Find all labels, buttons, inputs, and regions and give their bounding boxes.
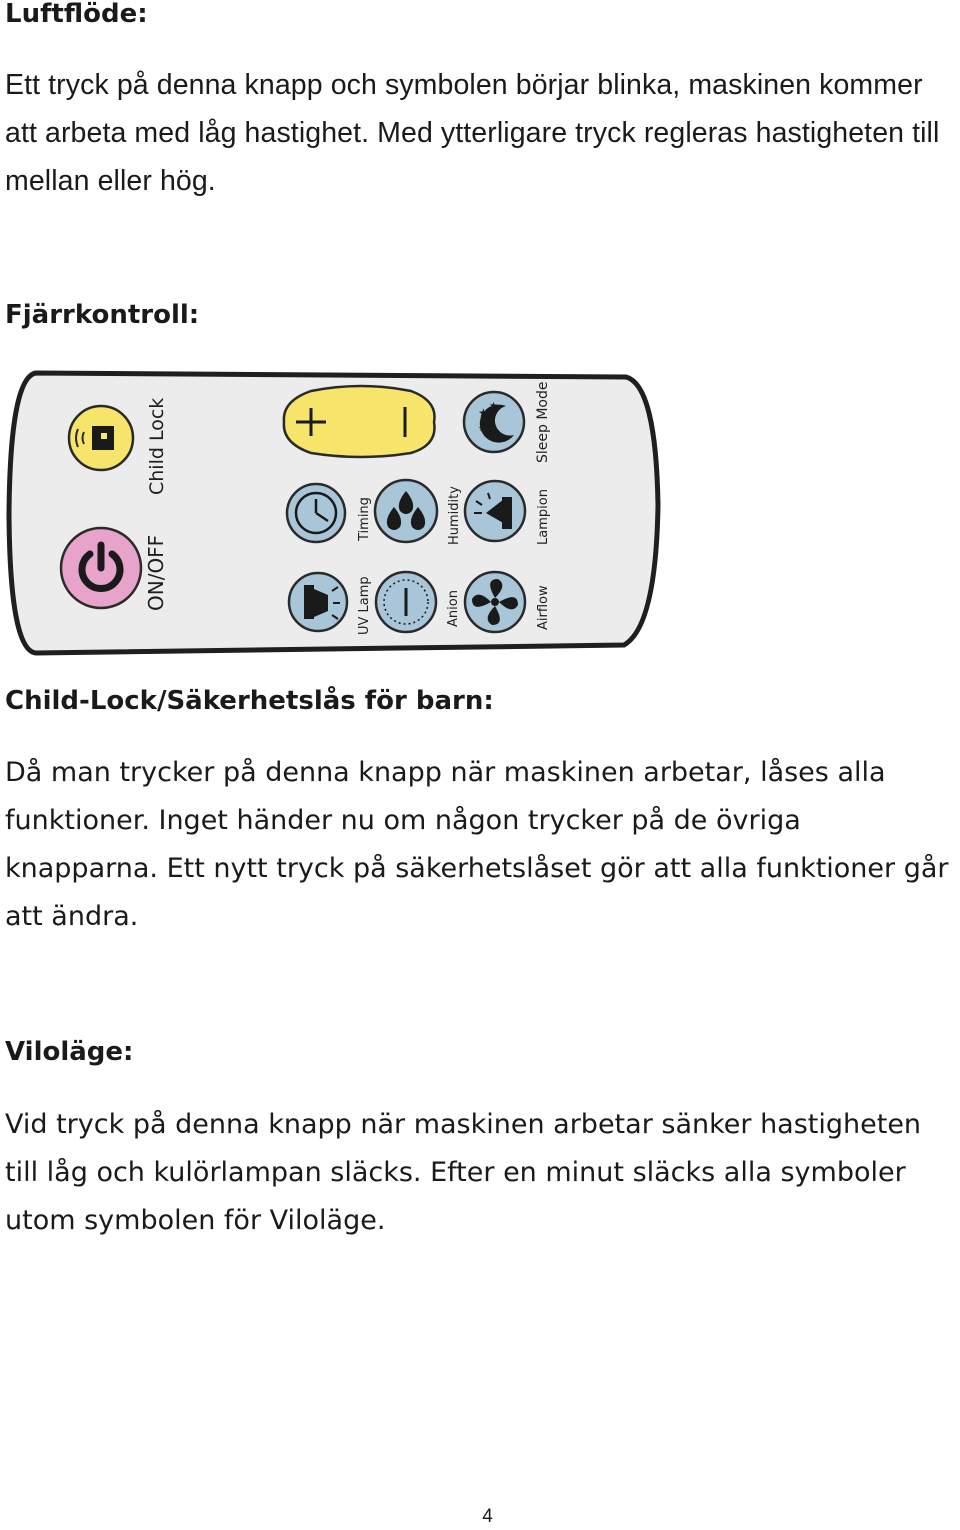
sleep-mode-heading: Viloläge: — [5, 1037, 134, 1067]
humidity-button[interactable] — [375, 480, 437, 542]
child-lock-label: Child Lock — [146, 397, 168, 495]
on-off-label: ON/OFF — [144, 534, 168, 611]
airflow-paragraph: Ett tryck på denna knapp och symbolen börjar blinka, maskinen kommer att arbeta med låg hastighet. Med ytterligare tryck regleras hastigheten till mellan eller hög. — [5, 69, 940, 197]
svg-text:★: ★ — [478, 424, 487, 434]
timing-button[interactable] — [287, 484, 345, 542]
humidity-label: Humidity — [447, 486, 462, 545]
child-lock-paragraph: Då man trycker på denna knapp när maskinen arbetar, låses alla funktioner. Inget händer nu om någon trycker på de övriga knapparna. Ett nytt tryck på säkerhetslåset gör att alla funktioner går att ändra. — [5, 757, 949, 932]
remote-control-illustration — [6, 365, 661, 657]
remote-control-figure — [6, 365, 661, 657]
uv-lamp-button[interactable] — [289, 573, 347, 631]
lampion-label: Lampion — [536, 489, 551, 545]
svg-text:★: ★ — [478, 406, 489, 420]
anion-label: Anion — [446, 590, 461, 627]
svg-text:★: ★ — [489, 401, 498, 412]
airflow-button[interactable] — [465, 572, 525, 632]
anion-button[interactable] — [376, 572, 436, 632]
sleep-mode-label: Sleep Mode — [535, 381, 551, 463]
speed-adjust-button[interactable] — [284, 386, 435, 457]
airflow-heading: Luftflöde: — [5, 0, 148, 29]
sleep-mode-button[interactable] — [464, 392, 524, 452]
airflow-label: Airflow — [536, 585, 551, 630]
uv-lamp-label: UV Lamp — [357, 576, 372, 635]
page-number: 4 — [482, 1506, 493, 1527]
clock-icon — [296, 493, 336, 533]
power-button[interactable] — [61, 528, 141, 608]
lampion-button[interactable] — [465, 481, 525, 541]
child-lock-button[interactable] — [69, 406, 133, 470]
remote-heading: Fjärrkontroll: — [5, 300, 200, 330]
timing-label: Timing — [357, 497, 372, 541]
child-lock-heading: Child-Lock/Säkerhetslås för barn: — [5, 686, 494, 716]
sleep-mode-paragraph: Vid tryck på denna knapp när maskinen arbetar sänker hastigheten till låg och kulörlampan släcks. Efter en minut släcks alla symboler utom symbolen för Viloläge. — [5, 1109, 922, 1236]
